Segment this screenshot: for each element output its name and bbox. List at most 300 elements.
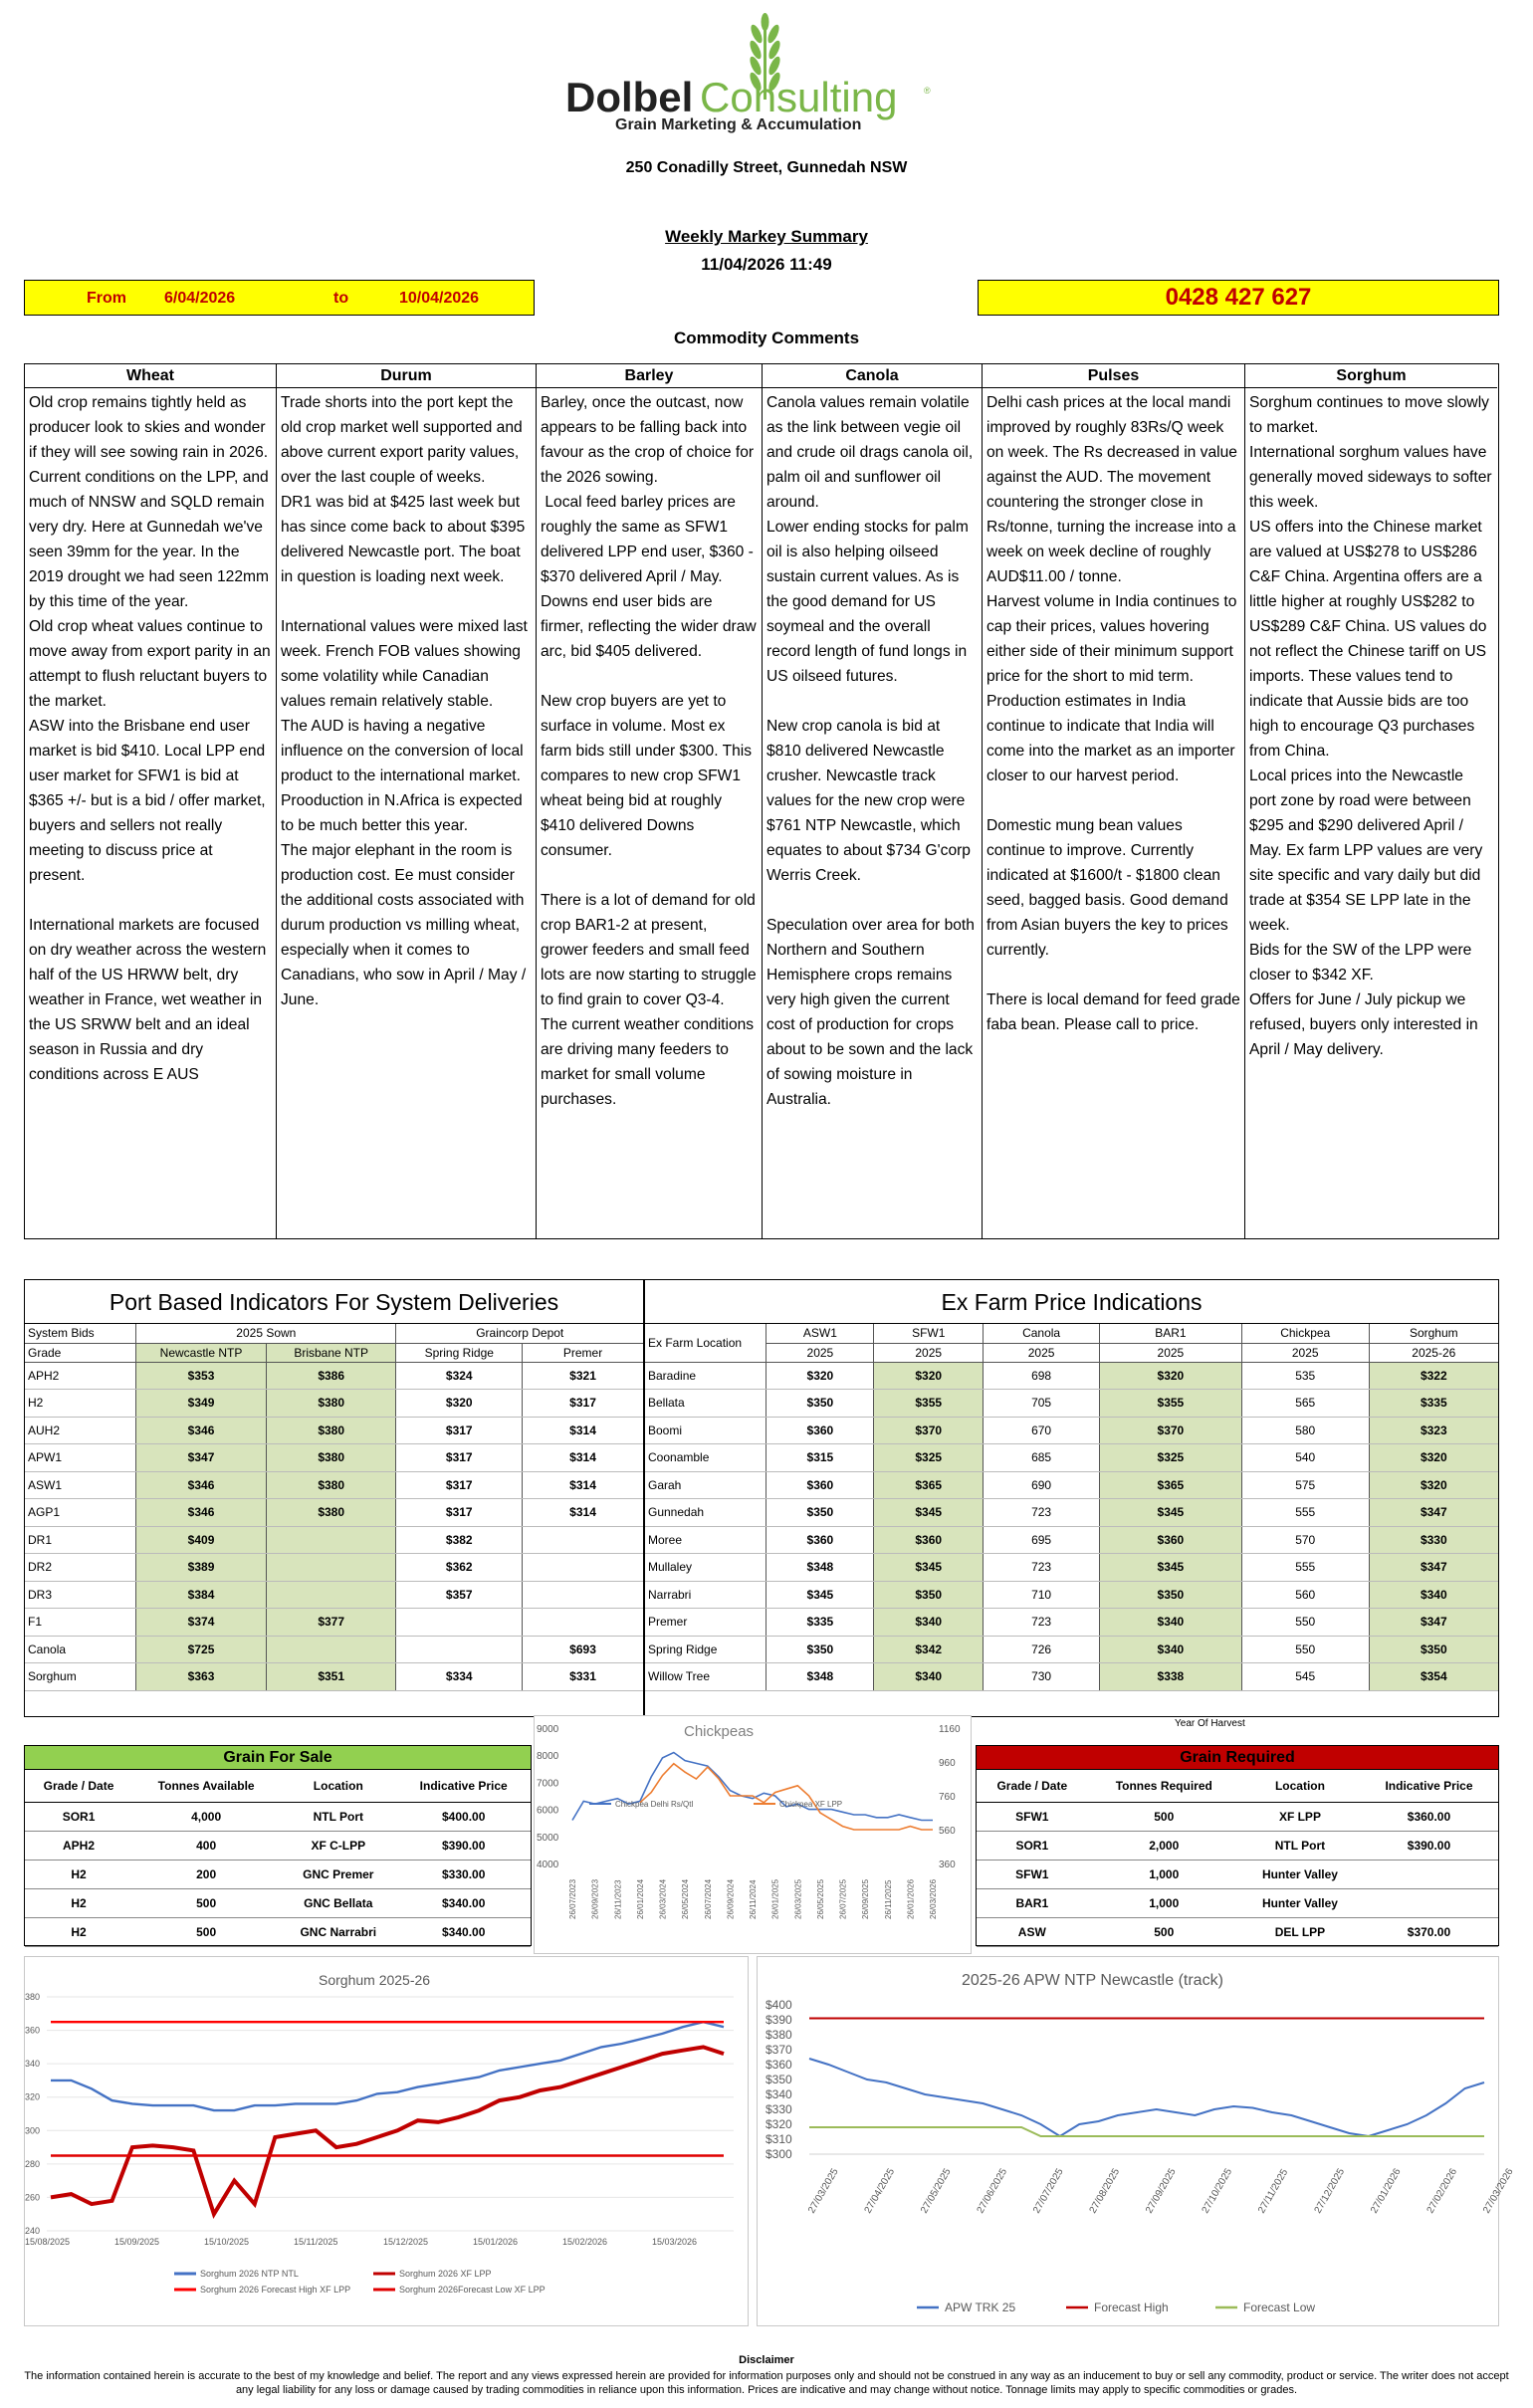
table-cell: H2 xyxy=(25,1917,132,1946)
table-cell: $377 xyxy=(266,1609,396,1637)
table-cell: GNC Premer xyxy=(280,1860,396,1888)
legend-label: APW TRK 25 xyxy=(945,2300,1016,2314)
table-row xyxy=(645,1362,1498,1390)
col-header: Indicative Price xyxy=(396,1770,531,1802)
x-tick-label: 15/02/2026 xyxy=(562,2237,608,2247)
table-cell: $314 xyxy=(523,1417,643,1444)
comment-header: Pulses xyxy=(983,364,1244,388)
table-cell: 560 xyxy=(1241,1581,1369,1609)
table-cell: 2,000 xyxy=(1088,1831,1240,1860)
table-cell: $320 xyxy=(1369,1471,1498,1499)
table-cell: $324 xyxy=(396,1362,523,1390)
table-row xyxy=(25,1581,643,1609)
port-grid xyxy=(25,1324,643,1691)
table-cell: SFW1 xyxy=(977,1860,1088,1888)
x-tick-label: 26/01/2026 xyxy=(906,1878,916,1919)
table-cell: H2 xyxy=(25,1888,132,1917)
table-row xyxy=(25,1471,643,1499)
table-cell: $350 xyxy=(766,1636,874,1663)
table-row xyxy=(977,1860,1498,1888)
table-row xyxy=(977,1831,1498,1860)
table-cell: $331 xyxy=(523,1663,643,1691)
header-year: 2025 xyxy=(874,1343,984,1362)
table-row xyxy=(25,1499,643,1527)
y-tick-label: $310 xyxy=(766,2132,792,2146)
comment-header: Canola xyxy=(763,364,982,388)
table-cell: Narrabri xyxy=(645,1581,766,1609)
x-tick-label: 26/11/2025 xyxy=(883,1879,893,1919)
table-cell: Hunter Valley xyxy=(1240,1860,1360,1888)
table-cell: $349 xyxy=(136,1390,267,1418)
table-cell xyxy=(266,1636,396,1663)
table-cell xyxy=(523,1581,643,1609)
y-tick-label: $340 xyxy=(766,2087,792,2101)
table-cell: 570 xyxy=(1241,1526,1369,1554)
table-cell: GNC Narrabri xyxy=(280,1917,396,1946)
table-cell: $320 xyxy=(874,1362,984,1390)
table-cell: $345 xyxy=(766,1581,874,1609)
x-tick-label: 26/07/2024 xyxy=(703,1878,713,1919)
table-cell: 705 xyxy=(984,1390,1100,1418)
table-cell: $386 xyxy=(266,1362,396,1390)
exfarm-prices-table xyxy=(644,1279,1499,1717)
table-cell: $390.00 xyxy=(396,1831,531,1860)
header-premer: Premer xyxy=(523,1343,643,1362)
table-cell: 545 xyxy=(1241,1663,1369,1691)
table-cell: Spring Ridge xyxy=(645,1636,766,1663)
legend-label: Sorghum 2026 XF LPP xyxy=(399,2269,492,2279)
table-cell: $350 xyxy=(1369,1636,1498,1663)
table-cell xyxy=(523,1609,643,1637)
chickpea-chart xyxy=(534,1715,972,1954)
table-cell: $342 xyxy=(874,1636,984,1663)
table-cell: $340.00 xyxy=(396,1888,531,1917)
table-cell: $345 xyxy=(874,1554,984,1582)
from-date: 6/04/2026 xyxy=(164,290,236,307)
table-row xyxy=(645,1636,1498,1663)
table-cell: $350 xyxy=(766,1499,874,1527)
table-cell: $321 xyxy=(523,1362,643,1390)
svg-text:Dolbel: Dolbel xyxy=(565,74,694,120)
comment-text: Barley, once the outcast, now appears to be falling back into favour as the crop of choice for the 2026 sowing. Local feed barley prices are roughly the same as SFW1 delivered LPP end user, $360 - $370 delivered April / May. Downs end user bids are firmer, reflecting the wider draw arc, bid $405 delivered. New crop buyers are yet to surface in volume. Most ex farm bids still under $300. This compares to new crop SFW1 wheat being bid at roughly $410 delivered Downs consumer. There is a lot of demand for old crop BAR1-2 at present, grower feeders and small feed lots are now starting to struggle to find grain to cover Q3-4. The current weather conditions are driving many feeders to market for small volume purchases. xyxy=(541,394,757,1108)
table-cell: Bellata xyxy=(645,1390,766,1418)
table-row xyxy=(25,1860,531,1888)
table-cell: AGP1 xyxy=(25,1499,136,1527)
sorghum-chart xyxy=(24,1956,749,2326)
wheat-logo-icon xyxy=(557,12,976,141)
table-cell: $347 xyxy=(1369,1499,1498,1527)
table-cell: $362 xyxy=(396,1554,523,1582)
table-cell: BAR1 xyxy=(977,1888,1088,1917)
svg-text:Grain Marketing & Accumulation: Grain Marketing & Accumulation xyxy=(615,116,862,133)
col-header: Location xyxy=(280,1770,396,1802)
table-cell: $365 xyxy=(874,1471,984,1499)
table-cell: NTL Port xyxy=(280,1802,396,1831)
series-line xyxy=(640,1764,933,1830)
table-cell xyxy=(266,1581,396,1609)
table-cell: APW1 xyxy=(25,1444,136,1472)
table-cell: $382 xyxy=(396,1526,523,1554)
table-cell: $340 xyxy=(874,1663,984,1691)
table-cell: 730 xyxy=(984,1663,1100,1691)
table-cell: $314 xyxy=(523,1499,643,1527)
table-cell: 555 xyxy=(1241,1554,1369,1582)
x-tick-label: 27/05/2025 xyxy=(919,2166,954,2216)
table-row xyxy=(25,1831,531,1860)
x-tick-label: 27/04/2025 xyxy=(862,2166,898,2216)
table-row xyxy=(645,1526,1498,1554)
comment-text: Canola values remain volatile as the link between vegie oil and crude oil drags canola oil, palm oil and sunflower oil around. Lower ending stocks for palm oil is also helping oilseed sustain current values. As is the good demand for US soymeal and the overall record length of fund longs in US oilseed futures. New crop canola is bid at $810 delivered Newcastle crusher. Newcastle track values for the new crop were $761 NTP Newcastle, which equates to about $734 G'corp Werris Creek. Speculation over area for both Northern and Southern Hemisphere crops remains very high given the current cost of production for crops about to be sown and the lack of sowing moisture in Australia. xyxy=(766,394,975,1108)
table-cell: F1 xyxy=(25,1609,136,1637)
table-row xyxy=(25,1802,531,1831)
table-cell: $345 xyxy=(874,1499,984,1527)
table-cell: $317 xyxy=(523,1390,643,1418)
comment-header: Durum xyxy=(277,364,536,388)
table-cell: NTL Port xyxy=(1240,1831,1360,1860)
to-date: 10/04/2026 xyxy=(399,290,480,307)
table-row xyxy=(25,1663,643,1691)
table-row xyxy=(645,1417,1498,1444)
table-row xyxy=(25,1917,531,1946)
table-cell xyxy=(523,1554,643,1582)
y-tick-label: $320 xyxy=(766,2117,792,2131)
x-tick-label: 26/09/2025 xyxy=(861,1878,871,1919)
table-cell: $325 xyxy=(874,1444,984,1472)
x-tick-label: 27/12/2025 xyxy=(1312,2166,1348,2216)
table-cell: 723 xyxy=(984,1499,1100,1527)
header-system-bids: System Bids xyxy=(25,1324,136,1343)
header-brisbane-ntp: Brisbane NTP xyxy=(266,1343,396,1362)
table-row xyxy=(25,1444,643,1472)
table-cell: APH2 xyxy=(25,1831,132,1860)
y-left-tick-label: 6000 xyxy=(537,1805,559,1817)
table-cell xyxy=(523,1526,643,1554)
table-cell: 670 xyxy=(984,1417,1100,1444)
comment-column-durum xyxy=(277,364,537,1238)
y-tick-label: 260 xyxy=(25,2192,41,2203)
table-cell: Hunter Valley xyxy=(1240,1888,1360,1917)
table-row xyxy=(645,1581,1498,1609)
table-row xyxy=(645,1554,1498,1582)
x-tick-label: 26/09/2023 xyxy=(590,1878,600,1919)
table-cell: $365 xyxy=(1100,1471,1242,1499)
x-tick-label: 27/06/2025 xyxy=(975,2166,1010,2216)
x-tick-label: 26/07/2025 xyxy=(838,1878,848,1919)
table-cell: $360.00 xyxy=(1360,1802,1498,1831)
y-tick-label: $370 xyxy=(766,2043,792,2057)
to-label: to xyxy=(333,290,349,307)
x-tick-label: 27/03/2025 xyxy=(806,2166,841,2216)
header-year: 2025-26 xyxy=(1369,1343,1498,1362)
table-cell: $335 xyxy=(1369,1390,1498,1418)
table-cell: 4,000 xyxy=(132,1802,280,1831)
table-cell: $370.00 xyxy=(1360,1917,1498,1946)
table-cell xyxy=(396,1609,523,1637)
header-commodity: SFW1 xyxy=(874,1324,984,1343)
chart-title: Chickpeas xyxy=(684,1723,755,1740)
comment-text: Sorghum continues to move slowly to market. International sorghum values have generally moved sideways to softer this week. US offers into the Chinese market are valued at US$278 to US$286 C&F China. Argentina offers are a little higher at roughly US$282 to US$289 C&F China. US values do not reflect the Chinese tariff on US imports. These values tend to indicate that Aussie bids are too high to encourage Q3 purchases from China. Local prices into the Newcastle port zone by road were between $295 and $290 delivered April / May. Ex farm LPP values are very site specific and vary daily but did trade at $354 SE LPP late in the week. Bids for the SW of the LPP were closer to $342 XF. Offers for June / July pickup we refused, buyers only interested in April / May delivery. xyxy=(1249,394,1492,1058)
y-tick-label: 300 xyxy=(25,2125,41,2136)
x-tick-label: 27/10/2025 xyxy=(1200,2166,1235,2216)
table-cell: $314 xyxy=(523,1444,643,1472)
x-tick-label: 26/11/2023 xyxy=(613,1879,623,1919)
series-line xyxy=(809,2059,1484,2136)
comment-column-wheat xyxy=(25,364,277,1238)
table-cell: 500 xyxy=(132,1888,280,1917)
x-tick-label: 26/05/2025 xyxy=(815,1878,825,1919)
table-cell: H2 xyxy=(25,1390,136,1418)
comment-column-canola xyxy=(763,364,983,1238)
phone-number[interactable]: 0428 427 627 xyxy=(978,280,1499,316)
header-2025-sown: 2025 Sown xyxy=(136,1324,396,1343)
table-row xyxy=(25,1390,643,1418)
table-cell: $389 xyxy=(136,1554,267,1582)
table-cell: DR1 xyxy=(25,1526,136,1554)
table-cell: $346 xyxy=(136,1471,267,1499)
x-tick-label: 27/07/2025 xyxy=(1031,2166,1066,2216)
table-cell: 500 xyxy=(132,1917,280,1946)
legend-label: Sorghum 2026Forecast Low XF LPP xyxy=(399,2285,546,2295)
y-tick-label: 340 xyxy=(25,2059,41,2070)
table-cell: 200 xyxy=(132,1860,280,1888)
y-tick-label: 380 xyxy=(25,1992,41,2002)
table-cell: $400.00 xyxy=(396,1802,531,1831)
y-tick-label: 280 xyxy=(25,2158,41,2169)
table-cell: $314 xyxy=(523,1471,643,1499)
table-cell: 580 xyxy=(1241,1417,1369,1444)
table-cell: $693 xyxy=(523,1636,643,1663)
table-cell: $357 xyxy=(396,1581,523,1609)
table-cell: XF C-LPP xyxy=(280,1831,396,1860)
table-cell xyxy=(396,1636,523,1663)
header-graincorp-depot: Graincorp Depot xyxy=(396,1324,643,1343)
x-tick-label: 26/03/2026 xyxy=(929,1878,938,1919)
table-cell: $340 xyxy=(1369,1581,1498,1609)
table-cell: Gunnedah xyxy=(645,1499,766,1527)
y-left-tick-label: 4000 xyxy=(537,1860,559,1870)
table-row xyxy=(977,1802,1498,1831)
y-right-tick-label: 1160 xyxy=(939,1724,961,1735)
x-tick-label: 26/03/2024 xyxy=(658,1878,668,1919)
table-cell: 555 xyxy=(1241,1499,1369,1527)
table-cell: 1,000 xyxy=(1088,1860,1240,1888)
commodity-comments-table xyxy=(24,363,1499,1239)
table-cell: 723 xyxy=(984,1554,1100,1582)
table-cell: Boomi xyxy=(645,1417,766,1444)
table-cell: $345 xyxy=(1100,1499,1242,1527)
table-cell: 550 xyxy=(1241,1609,1369,1637)
table-cell: $355 xyxy=(1100,1390,1242,1418)
y-right-tick-label: 360 xyxy=(939,1860,956,1870)
table-cell: $317 xyxy=(396,1471,523,1499)
y-tick-label: $390 xyxy=(766,2013,792,2027)
table-cell: $346 xyxy=(136,1417,267,1444)
table-row xyxy=(25,1526,643,1554)
comment-column-barley xyxy=(537,364,763,1238)
grain-required-table xyxy=(977,1770,1498,1947)
table-cell: 695 xyxy=(984,1526,1100,1554)
table-cell: $350 xyxy=(1100,1581,1242,1609)
table-cell: DR3 xyxy=(25,1581,136,1609)
x-tick-label: 15/03/2026 xyxy=(652,2237,698,2247)
comment-column-sorghum xyxy=(1245,364,1497,1238)
year-of-harvest-note: Year Of Harvest xyxy=(1175,1718,1245,1729)
table-cell xyxy=(1360,1888,1498,1917)
table-cell: $390.00 xyxy=(1360,1831,1498,1860)
header-year: 2025 xyxy=(766,1343,874,1362)
table-cell: APH2 xyxy=(25,1362,136,1390)
x-tick-label: 27/02/2026 xyxy=(1424,2166,1460,2216)
table-cell: Moree xyxy=(645,1526,766,1554)
col-header: Tonnes Required xyxy=(1088,1770,1240,1802)
header-year: 2025 xyxy=(1100,1343,1242,1362)
table-cell: $353 xyxy=(136,1362,267,1390)
header-year: 2025 xyxy=(1241,1343,1369,1362)
chart-title: Sorghum 2025-26 xyxy=(319,1972,431,1988)
table-row xyxy=(645,1609,1498,1637)
table-cell: $317 xyxy=(396,1444,523,1472)
company-address: 250 Conadilly Street, Gunnedah NSW xyxy=(625,159,908,176)
table-cell: H2 xyxy=(25,1860,132,1888)
date-range-box xyxy=(24,280,535,316)
table-cell: $340.00 xyxy=(396,1917,531,1946)
disclaimer-text: The information contained herein is accurate to the best of my knowledge and belief. The report and any views expressed herein are provided for information purposes only and should not be construed in any way as an inducement to buy or sell any commodity, product or service. The writer does not accept any legal liability for any loss or damage caused by trading commodities in reliance upon this information. Prices are indicative and may change without notice. Tonnage limits may apply to specific commodities or grades. xyxy=(24,2370,1509,2396)
comment-header: Wheat xyxy=(25,364,276,388)
table-row xyxy=(25,1636,643,1663)
table-cell: $323 xyxy=(1369,1417,1498,1444)
table-cell: DEL LPP xyxy=(1240,1917,1360,1946)
table-cell: 565 xyxy=(1241,1390,1369,1418)
header-spring-ridge: Spring Ridge xyxy=(396,1343,523,1362)
header-commodity: Canola xyxy=(984,1324,1100,1343)
report-title: Weekly Markey Summary xyxy=(665,227,868,246)
header-year: 2025 xyxy=(984,1343,1100,1362)
table-cell: $347 xyxy=(136,1444,267,1472)
table-cell: 550 xyxy=(1241,1636,1369,1663)
table-cell: $340 xyxy=(1100,1636,1242,1663)
x-tick-label: 15/01/2026 xyxy=(473,2237,519,2247)
legend-label: Chickpea XF LPP xyxy=(779,1800,843,1809)
grain-required-box xyxy=(976,1745,1499,1946)
table-cell: $380 xyxy=(266,1499,396,1527)
table-cell: 500 xyxy=(1088,1802,1240,1831)
table-cell: Garah xyxy=(645,1471,766,1499)
table-cell: 690 xyxy=(984,1471,1100,1499)
col-header: Grade / Date xyxy=(977,1770,1088,1802)
table-cell: $338 xyxy=(1100,1663,1242,1691)
y-tick-label: $380 xyxy=(766,2028,792,2042)
table-cell: XF LPP xyxy=(1240,1802,1360,1831)
table-cell: $346 xyxy=(136,1499,267,1527)
header-exfarm-location: Ex Farm Location xyxy=(645,1324,766,1362)
x-tick-label: 27/08/2025 xyxy=(1087,2166,1123,2216)
table-cell: SFW1 xyxy=(977,1802,1088,1831)
x-tick-label: 15/08/2025 xyxy=(25,2237,71,2247)
table-cell: $330.00 xyxy=(396,1860,531,1888)
apw-chart-svg xyxy=(758,1957,1516,2327)
y-left-tick-label: 9000 xyxy=(537,1724,559,1735)
x-tick-label: 26/01/2025 xyxy=(770,1878,780,1919)
table-cell: $360 xyxy=(766,1417,874,1444)
x-tick-label: 26/05/2024 xyxy=(681,1878,691,1919)
table-cell: $340 xyxy=(874,1609,984,1637)
table-row xyxy=(25,1554,643,1582)
table-cell: $317 xyxy=(396,1417,523,1444)
header-grade: Grade xyxy=(25,1343,136,1362)
x-tick-label: 27/11/2025 xyxy=(1256,2167,1291,2216)
company-logo xyxy=(557,12,976,141)
table-cell: Willow Tree xyxy=(645,1663,766,1691)
svg-text:®: ® xyxy=(924,86,931,96)
table-cell: $380 xyxy=(266,1417,396,1444)
table-cell: AUH2 xyxy=(25,1417,136,1444)
table-cell: Baradine xyxy=(645,1362,766,1390)
table-cell: $322 xyxy=(1369,1362,1498,1390)
table-cell xyxy=(1360,1860,1498,1888)
table-cell: 500 xyxy=(1088,1917,1240,1946)
table-cell: 1,000 xyxy=(1088,1888,1240,1917)
table-cell: $347 xyxy=(1369,1609,1498,1637)
table-cell: $350 xyxy=(874,1581,984,1609)
table-row xyxy=(645,1663,1498,1691)
table-cell: $325 xyxy=(1100,1444,1242,1472)
table-row xyxy=(25,1609,643,1637)
table-cell xyxy=(266,1526,396,1554)
table-cell: Coonamble xyxy=(645,1444,766,1472)
table-cell: 540 xyxy=(1241,1444,1369,1472)
header-commodity: ASW1 xyxy=(766,1324,874,1343)
header-commodity: BAR1 xyxy=(1100,1324,1242,1343)
table-cell: $351 xyxy=(266,1663,396,1691)
table-cell: SOR1 xyxy=(977,1831,1088,1860)
table-cell: $315 xyxy=(766,1444,874,1472)
table-cell: $345 xyxy=(1100,1554,1242,1582)
legend-label: Forecast Low xyxy=(1243,2300,1316,2314)
table-cell: $360 xyxy=(766,1526,874,1554)
table-cell: $380 xyxy=(266,1471,396,1499)
y-right-tick-label: 960 xyxy=(939,1758,956,1769)
y-tick-label: $350 xyxy=(766,2073,792,2086)
table-cell: DR2 xyxy=(25,1554,136,1582)
table-cell: $380 xyxy=(266,1390,396,1418)
table-row xyxy=(25,1417,643,1444)
sorghum-chart-svg xyxy=(25,1957,750,2327)
x-tick-label: 27/03/2026 xyxy=(1481,2166,1516,2216)
table-row xyxy=(977,1917,1498,1946)
x-tick-label: 15/09/2025 xyxy=(114,2237,160,2247)
table-cell: $347 xyxy=(1369,1554,1498,1582)
table-row xyxy=(645,1444,1498,1472)
report-datetime: 11/04/2026 11:49 xyxy=(701,255,832,274)
comment-header: Sorghum xyxy=(1245,364,1497,388)
legend-label: Forecast High xyxy=(1094,2300,1169,2314)
x-tick-label: 26/11/2024 xyxy=(749,1879,758,1919)
y-tick-label: 240 xyxy=(25,2226,41,2236)
x-tick-label: 15/12/2025 xyxy=(383,2237,429,2247)
table-cell: 400 xyxy=(132,1831,280,1860)
table-row xyxy=(645,1390,1498,1418)
table-cell: SOR1 xyxy=(25,1802,132,1831)
table-cell: $409 xyxy=(136,1526,267,1554)
chart-title: 2025-26 APW NTP Newcastle (track) xyxy=(962,1972,1223,1989)
y-tick-label: $400 xyxy=(766,1998,792,2012)
table-cell: Canola xyxy=(25,1636,136,1663)
table-cell: $348 xyxy=(766,1554,874,1582)
table-cell: $384 xyxy=(136,1581,267,1609)
x-tick-label: 15/11/2025 xyxy=(294,2237,338,2247)
table-cell: ASW1 xyxy=(25,1471,136,1499)
legend-label: Sorghum 2026 NTP NTL xyxy=(200,2269,299,2279)
